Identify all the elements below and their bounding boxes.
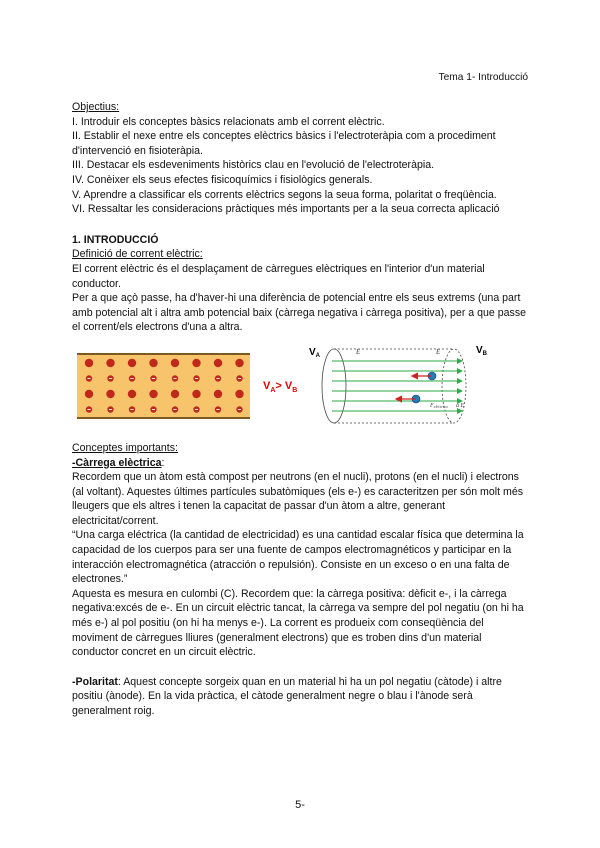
va-subscript: A: [270, 387, 276, 395]
objective-item: II. Establir el nexe entre els conceptes elèctrics bàsics i l'electroteràpia com a procediment d'intervenció en fisioteràpia.: [72, 130, 496, 157]
charge-particle: [85, 390, 93, 398]
definition-heading: Definició de corrent elèctric:: [72, 248, 203, 261]
polarity-text: : Aquest concepte sorgeix quan en un material hi ha un pol negatiu (càtode) i altre positiu (ànode). En la vida pràctica, el càtode generalment negre o blau i l'ànode serà generalment roig.: [72, 675, 502, 717]
page-number: 5-: [295, 799, 305, 811]
charge-measure-paragraph: Aquesta es mesura en culombi (C). Recordem que: la càrrega positiva: dèficit e-, i la càrrega negativa:excés de e-. En un circuit elèctric tancat, la càrrega va sempre del pol negatiu (on hi ha més e-) al pol positiu (on hi ha menys e-). La corrent es produeix com conseqüència del moviment de càrregues lliures (generalment electrons) que es troben dins d'un material conductor concret en un circuit elèctric.: [72, 587, 524, 659]
charge-quote: “Una carga eléctrica (la cantidad de electricidad) es una cantidad escalar física que determina la capacidad de los cuerpos para ser una fuente de campos electromagnéticos y participar en la interacción electromagnética (atracción o repulsión). Consiste en un exceso o en una falta de electrones.”: [72, 529, 524, 586]
charge-particle: [192, 390, 200, 398]
acceleration-label: a E: [456, 402, 465, 409]
cylinder-left-end: [322, 349, 346, 423]
running-header: Tema 1- Introducció: [438, 72, 528, 83]
charge-particle: [128, 390, 136, 398]
left-terminal-label: $V_A$: [309, 346, 321, 359]
va-label: V: [263, 379, 271, 392]
charge-particle: [214, 359, 222, 367]
charge-particle: [214, 390, 222, 398]
page-content: [72, 100, 530, 719]
electric-field-diagram: [304, 343, 534, 429]
objective-item: IV. Conèixer els seus efectes fisicoquímics i fisiològics generals.: [72, 173, 373, 186]
charge-particle: [85, 359, 93, 367]
charge-particle: [171, 390, 179, 398]
charge-particle: [106, 390, 114, 398]
field-label-e: E: [356, 347, 361, 356]
charge-title-line: [72, 456, 530, 471]
conductor-wire-illustration: [77, 353, 250, 419]
polarity-title: -Polaritat: [72, 675, 118, 688]
charge-particle: [192, 359, 200, 367]
concepts-heading: Conceptes importants:: [72, 441, 178, 454]
wire-body: [77, 353, 250, 419]
charge-particle: [149, 359, 157, 367]
charge-paragraph: Recordem que un àtom està compost per neutrons (en el nucli), protons (en el nucli) i electrons (al voltant). Aquestes últimes partícules subatòmiques (els e-) es caracteritzen per són molt més lleugers que els altres i tenen la capacitat de passar d'un àtom a altre, generant electricitat/corrent.: [72, 471, 524, 527]
vb-subscript: B: [292, 387, 298, 395]
objective-item: VI. Ressaltar les consideracions pràctiques més importants per a la seua correcta aplicació: [72, 203, 500, 216]
charge-particle: [171, 359, 179, 367]
charge-particle: [235, 359, 243, 367]
cylinder-right-end: [442, 349, 466, 423]
charge-particle: [149, 390, 157, 398]
objective-item: I. Introduir els conceptes bàsics relacionats amb el corrent elèctric.: [72, 115, 385, 128]
figure-row: [72, 343, 530, 435]
objective-item: III. Destacar els esdeveniments històrics clau en l'evolució de l'electroteràpia.: [72, 159, 435, 172]
potential-paragraph: Per a que açò passe, ha d'haver-hi una diferència de potencial entre els seus extrems (una part amb potencial alt i altra amb potencial baix (càrrega negativa i càrrega positiva), per a que passe el corrent/els electrons d'una a altra.: [72, 292, 527, 334]
section-title: 1. INTRODUCCIÓ: [72, 233, 159, 246]
force-label: Feléctrica: [430, 402, 448, 409]
charge-particle: [106, 359, 114, 367]
vb-label: > V: [275, 379, 293, 392]
charge-title: -Càrrega elèctrica: [72, 456, 162, 469]
charge-title-colon: :: [161, 456, 165, 469]
objectives-heading: Objectius:: [72, 101, 120, 113]
charge-particle: [128, 359, 136, 367]
right-terminal-label: $V_B$: [476, 344, 488, 357]
field-label-e-2: E: [436, 347, 441, 356]
definition-paragraph: El corrent elèctric és el desplaçament de càrregues elèctriques en l'interior d'un material conductor.: [72, 262, 485, 290]
polarity-paragraph: [72, 675, 530, 719]
potential-relation-label: [263, 379, 297, 399]
objective-item: V. Aprendre a classificar els corrents elèctrics segons la seua forma, polaritat o freqüència.: [72, 188, 497, 201]
charge-particle: [235, 390, 243, 398]
